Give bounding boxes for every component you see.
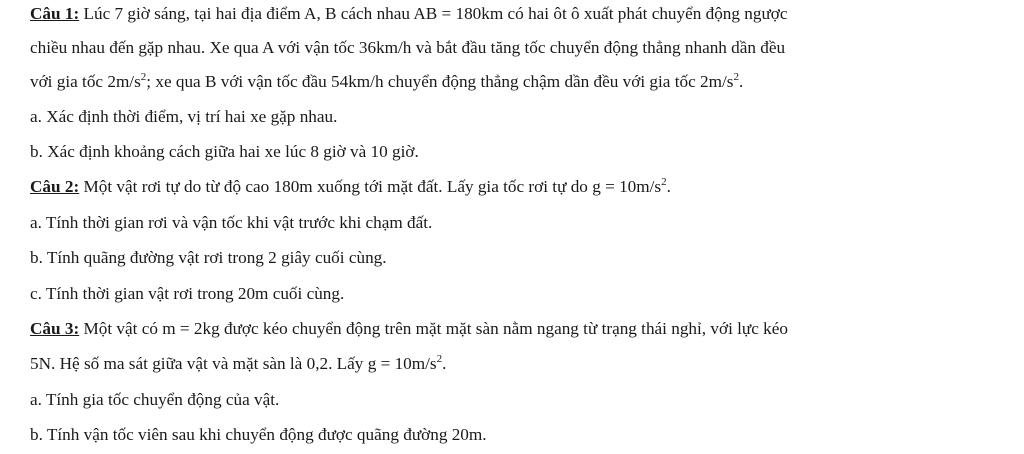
- q3-text-2: được kéo chuyển động trên mặt mặt sàn nằm ngang từ trạng thái nghỉ, với lực kéo: [219, 319, 788, 338]
- q2-line-1: [30, 176, 671, 198]
- q1-line-3-c: .: [738, 72, 744, 91]
- q2-sup: 2: [661, 176, 667, 188]
- q3-text-1: Một vật có: [79, 319, 163, 338]
- q3-line-2-a: 5N. Hệ số ma sát giữa vật và mặt sàn là 0,2. Lấy: [30, 354, 368, 373]
- q1-part-b: b. Xác định khoảng cách giữa hai xe lúc 8 giờ và 10 giờ.: [30, 142, 419, 161]
- q1-line-3-a: với gia tốc 2m/s: [30, 72, 141, 91]
- q3-line-2: [30, 353, 446, 375]
- q2-label: Câu 2:: [30, 177, 80, 196]
- q1-line-3-b: ; xe qua B với vận tốc đầu 54km/h chuyển động thẳng chậm dần đều với gia tốc 2m/s: [146, 72, 734, 91]
- q2-part-a: a. Tính thời gian rơi và vận tốc khi vật trước khi chạm đất.: [30, 213, 433, 232]
- q1-line-2: chiều nhau đến gặp nhau. Xe qua A với vận tốc 36km/h và bắt đầu tăng tốc chuyển động thẳng nhanh dần đều: [30, 38, 786, 57]
- q1-math-distance: AB = 180km: [413, 4, 504, 23]
- q1-part-a: a. Xác định thời điểm, vị trí hai xe gặp nhau.: [30, 107, 338, 126]
- q1-line-3-sup-1: 2: [140, 71, 147, 83]
- q3-line-2-sup: 2: [436, 353, 443, 365]
- q1-text-1: Lúc 7 giờ sáng, tại hai địa điểm A, B cách nhau: [79, 4, 414, 23]
- q1-text-2: có hai ôt ô xuất phát chuyển động ngược: [503, 4, 788, 23]
- q3-label: Câu 3:: [30, 319, 80, 338]
- q2-text-2: .: [666, 177, 671, 196]
- q1-line-1: [30, 3, 788, 25]
- q3-line-2-b: .: [442, 354, 447, 373]
- q1-line-3-sup-2: 2: [733, 71, 739, 83]
- q1-line-3: [30, 71, 743, 93]
- q3-math-mass: m = 2kg: [162, 319, 220, 338]
- q2-part-b: b. Tính quãng đường vật rơi trong 2 giây cuối cùng.: [30, 248, 387, 267]
- q2-part-c: c. Tính thời gian vật rơi trong 20m cuối cùng.: [30, 284, 345, 303]
- q1-label: Câu 1:: [30, 4, 80, 23]
- q3-part-b: b. Tính vận tốc viên sau khi chuyển động được quãng đường 20m.: [30, 425, 487, 444]
- q3-part-a: a. Tính gia tốc chuyển động của vật.: [30, 390, 280, 409]
- q3-line-1: [30, 318, 788, 340]
- q3-math-gravity: g = 10m/s: [367, 354, 437, 373]
- q2-text-1: Một vật rơi tự do từ độ cao 180m xuống tới mặt đất. Lấy gia tốc rơi tự do: [79, 177, 593, 196]
- q2-math-gravity: g = 10m/s: [592, 177, 662, 196]
